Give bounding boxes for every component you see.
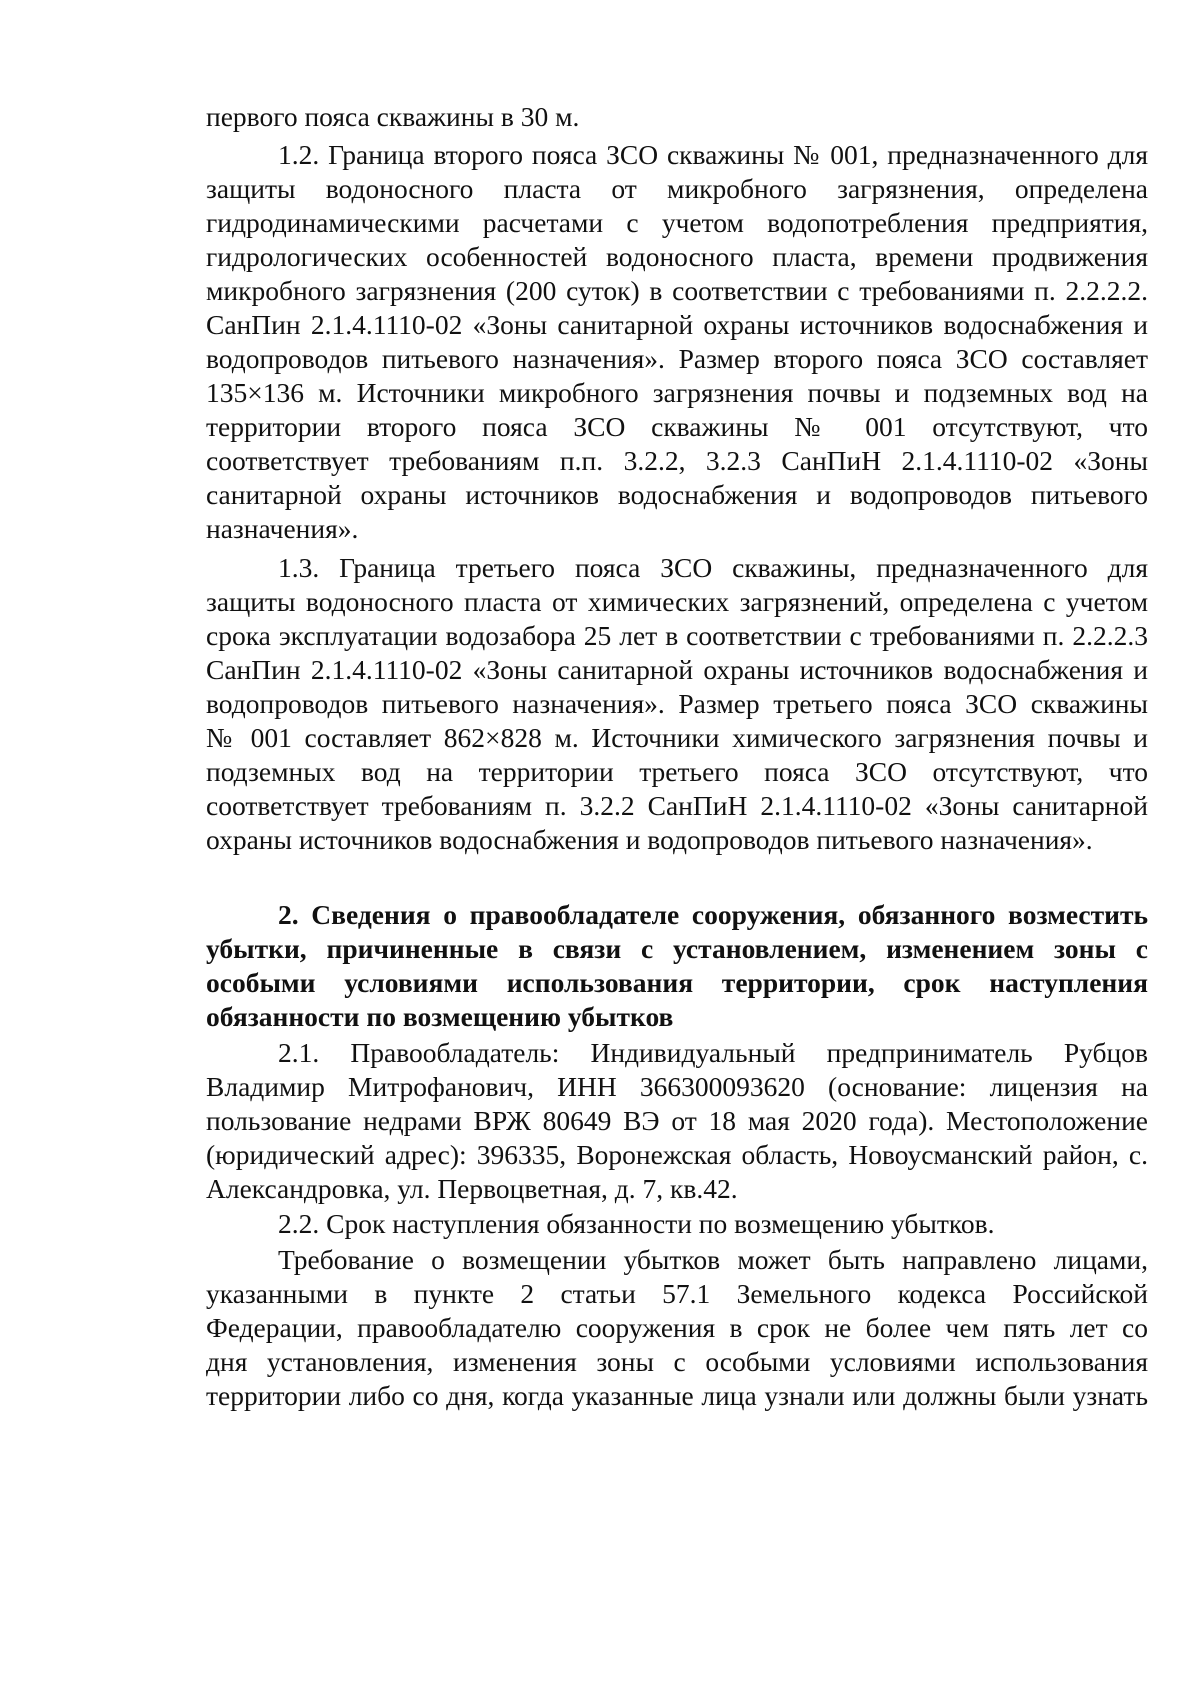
paragraph-first-line: 1.3. Граница третьего пояса ЗСО скважины, предназначенного для	[278, 552, 1148, 583]
text-line: санитарной охраны источников водоснабжения и водопроводов питьевого	[206, 479, 1148, 510]
text-line: микробного загрязнения (200 суток) в соответствии с требованиями п. 2.2.2.2.	[206, 275, 1148, 306]
text-line: дня установления, изменения зоны с особыми условиями использования	[206, 1346, 1148, 1377]
text-line: первого пояса скважины в 30 м.	[206, 101, 580, 132]
text-line: № 001 составляет 862×828 м. Источники химического загрязнения почвы и	[206, 722, 1148, 753]
text-line: 135×136 м. Источники микробного загрязнения почвы и подземных вод на	[206, 377, 1148, 408]
text-line: подземных вод на территории третьего пояса ЗСО отсутствуют, что	[206, 756, 1148, 787]
text-line: Александровка, ул. Первоцветная, д. 7, кв.42.	[206, 1173, 738, 1204]
text-line: территории второго пояса ЗСО скважины № 001 отсутствуют, что	[206, 411, 1148, 442]
text-line: СанПин 2.1.4.1110-02 «Зоны санитарной охраны источников водоснабжения и	[206, 654, 1148, 685]
text-line: Федерации, правообладателю сооружения в срок не более чем пять лет со	[206, 1312, 1148, 1343]
text-line: водопроводов питьевого назначения». Размер второго пояса ЗСО составляет	[206, 343, 1148, 374]
paragraph-first-line: 2.1. Правообладатель: Индивидуальный предприниматель Рубцов	[278, 1037, 1148, 1068]
text-line: водопроводов питьевого назначения». Размер третьего пояса ЗСО скважины	[206, 688, 1148, 719]
text-line: гидрологических особенностей водоносного пласта, времени продвижения	[206, 241, 1148, 272]
text-line: соответствует требованиям п.п. 3.2.2, 3.2.3 СанПиН 2.1.4.1110-02 «Зоны	[206, 445, 1148, 476]
text-line: СанПин 2.1.4.1110-02 «Зоны санитарной охраны источников водоснабжения и	[206, 309, 1148, 340]
text-line: назначения».	[206, 513, 359, 544]
section-heading-line: особыми условиями использования территории, срок наступления	[206, 967, 1148, 998]
text-line: пользование недрами ВРЖ 80649 ВЭ от 18 мая 2020 года). Местоположение	[206, 1105, 1148, 1136]
section-heading-line: 2. Сведения о правообладателе сооружения, обязанного возместить	[278, 899, 1148, 930]
text-line: охраны источников водоснабжения и водопроводов питьевого назначения».	[206, 824, 1093, 855]
text-line: Владимир Митрофанович, ИНН 366300093620 (основание: лицензия на	[206, 1071, 1148, 1102]
text-line: указанными в пункте 2 статьи 57.1 Земельного кодекса Российской	[206, 1278, 1148, 1309]
text-line: защиты водоносного пласта от химических загрязнений, определена с учетом	[206, 586, 1148, 617]
text-line: территории либо со дня, когда указанные лица узнали или должны были узнать	[206, 1380, 1148, 1411]
paragraph-first-line: Требование о возмещении убытков может быть направлено лицами,	[278, 1244, 1148, 1275]
paragraph-first-line: 1.2. Граница второго пояса ЗСО скважины № 001, предназначенного для	[278, 139, 1148, 170]
text-line: гидродинамическими расчетами с учетом водопотребления предприятия,	[206, 207, 1148, 238]
section-heading-line: убытки, причиненные в связи с установлением, изменением зоны с	[206, 933, 1148, 964]
text-line: соответствует требованиям п. 3.2.2 СанПиН 2.1.4.1110-02 «Зоны санитарной	[206, 790, 1148, 821]
text-line: защиты водоносного пласта от микробного загрязнения, определена	[206, 173, 1148, 204]
text-line: (юридический адрес): 396335, Воронежская область, Новоусманский район, с.	[206, 1139, 1148, 1170]
paragraph-first-line: 2.2. Срок наступления обязанности по возмещению убытков.	[278, 1208, 995, 1239]
text-line: срока эксплуатации водозабора 25 лет в соответствии с требованиями п. 2.2.2.3	[206, 620, 1148, 651]
section-heading-line: обязанности по возмещению убытков	[206, 1001, 674, 1032]
